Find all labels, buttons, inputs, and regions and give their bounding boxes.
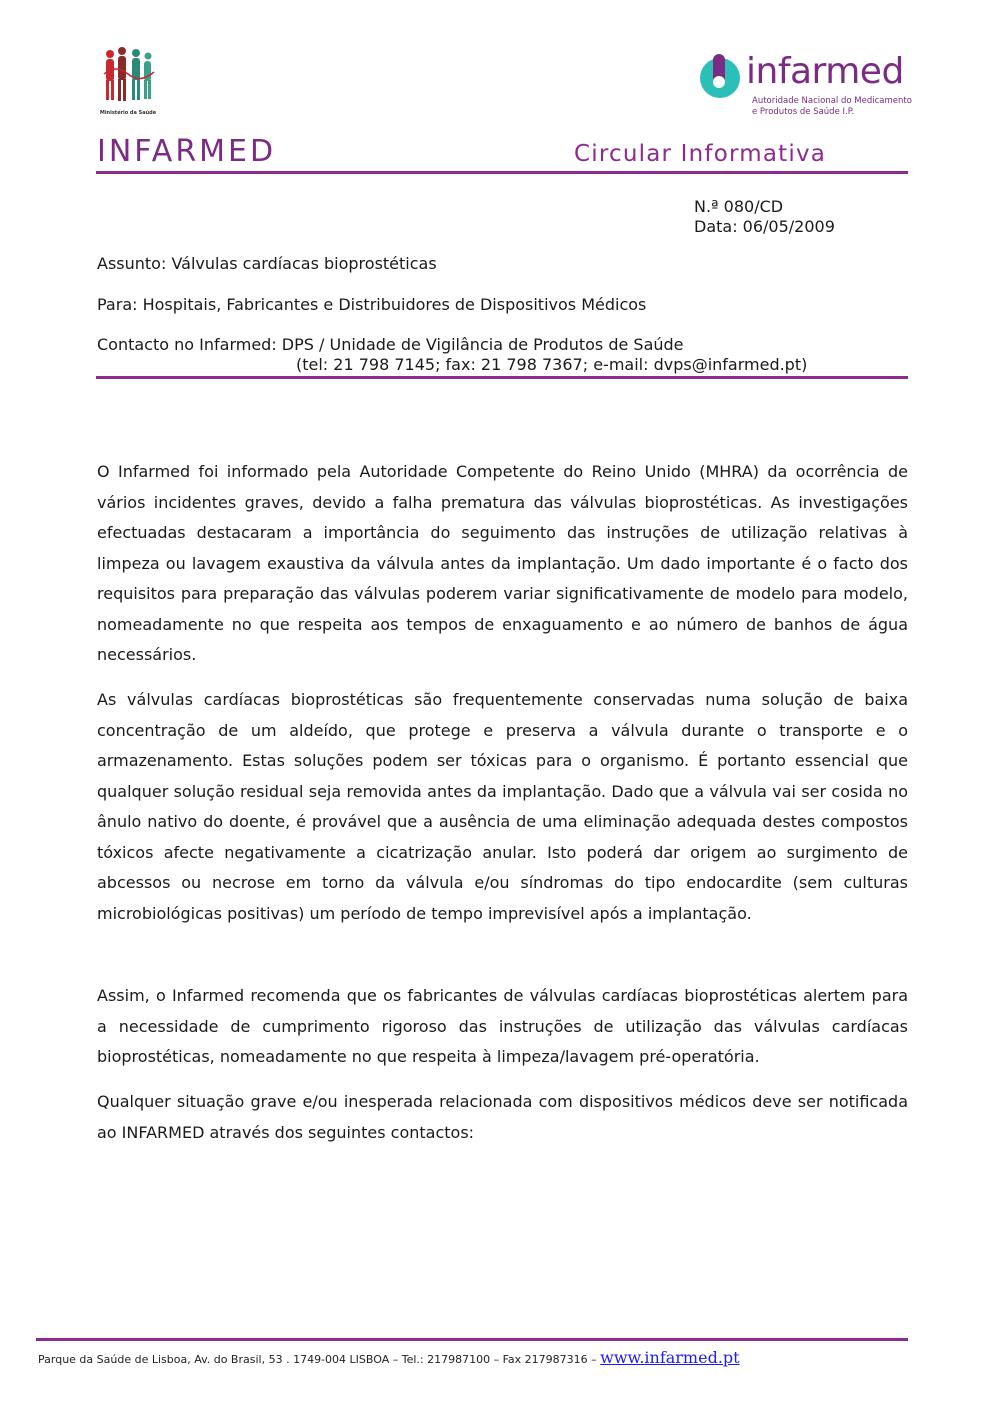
body-paragraph: As válvulas cardíacas bioprostéticas são frequentemente conservadas numa solução de baixa concentração de um aldeído, que protege e preserva a válvula durante o transporte e o armazenamento. Estas soluções podem ser tóxicas para o organismo. É portanto essencial que qualquer solução residual seja removida antes da implantação. Dado que a válvula vai ser cosida no ânulo nativo do doente, é provável que a ausência de uma eliminação adequada destes compostos tóxicos afecte negativamente a cicatrização anular. Isto poderá dar origem ao surgimento de abcessos ou necrose em torno da válvula e/ou síndromas do tipo endocardite (sem culturas microbiológicas positivas) um período de tempo imprevisível após a implantação.: [97, 690, 908, 923]
footer-divider: [36, 1338, 908, 1341]
ministry-figures-icon: [96, 44, 160, 108]
recipients-line: Para: Hospitais, Fabricantes e Distribuidores de Dispositivos Médicos: [97, 295, 647, 314]
body-paragraph: Assim, o Infarmed recomenda que os fabricantes de válvulas cardíacas bioprostéticas alertem para a necessidade de cumprimento rigoroso das instruções de utilização das válvulas cardíacas bioprostéticas, nomeadamente no que respeita à limpeza/lavagem pré-operatória.: [97, 986, 908, 1066]
body-paragraph: Qualquer situação grave e/ou inesperada relacionada com dispositivos médicos deve ser notificada ao INFARMED através dos seguintes contactos:: [97, 1092, 908, 1142]
contact-line: Contacto no Infarmed: DPS / Unidade de Vigilância de Produtos de Saúde: [97, 335, 684, 354]
subject-line: Assunto: Válvulas cardíacas bioprostéticas: [97, 254, 437, 273]
ministry-of-health-logo: [96, 44, 160, 120]
meta-divider: [96, 376, 908, 379]
infarmed-brand-logo: [696, 50, 912, 120]
document-type: Circular Informativa: [574, 141, 827, 167]
infarmed-wordmark: infarmed: [746, 51, 904, 92]
contact-details: (tel: 21 798 7145; fax: 21 798 7367; e-mail: dvps@infarmed.pt): [296, 355, 808, 374]
footer-address: Parque da Saúde de Lisboa, Av. do Brasil, 53 . 1749-004 LISBOA – Tel.: 217987100 – Fax 217987316 –: [38, 1353, 597, 1366]
circular-number: N.ª 080/CD: [694, 197, 784, 216]
org-title: INFARMED: [97, 134, 277, 169]
footer: [38, 1348, 740, 1367]
body-paragraph: O Infarmed foi informado pela Autoridade Competente do Reino Unido (MHRA) da ocorrência de vários incidentes graves, devido a falha prematura das válvulas bioprostéticas. As investigações efectuadas destacaram a importância do seguimento das instruções de utilização relativas à limpeza ou lavagem exaustiva da válvula antes da implantação. Um dado importante é o facto dos requisitos para preparação das válvulas poderem variar significativamente de modelo para modelo, nomeadamente no que respeita aos tempos de enxaguamento e ao número de banhos de água necessários.: [97, 462, 908, 664]
infarmed-emblem-icon: [696, 50, 746, 100]
infarmed-tagline-line-1: Autoridade Nacional do Medicamento: [752, 96, 912, 106]
infarmed-tagline-line-2: e Produtos de Saúde I.P.: [752, 107, 855, 117]
header-divider: [96, 171, 908, 174]
circular-date: Data: 06/05/2009: [694, 217, 835, 236]
website-link[interactable]: www.infarmed.pt: [600, 1348, 740, 1367]
ministry-caption: Ministério da Saúde: [99, 110, 157, 116]
